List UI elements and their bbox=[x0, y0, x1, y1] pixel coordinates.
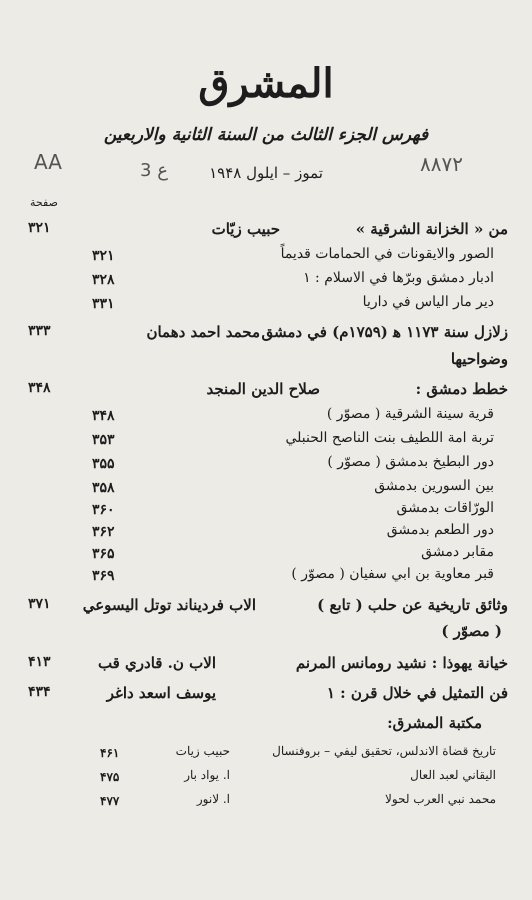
section-author: الاب فرديناند توتل اليسوعي bbox=[82, 596, 256, 614]
list-item-page: ۳۶۰ bbox=[92, 502, 115, 518]
list-item: قرية سينة الشرقية ( مصوّر ) bbox=[326, 406, 494, 422]
section-page: ۳۲۱ bbox=[28, 220, 51, 236]
section-title: خطط دمشق : bbox=[415, 380, 508, 398]
page-column-label: صفحة bbox=[30, 196, 58, 209]
list-item-page: ۴۷۷ bbox=[100, 794, 120, 808]
handwritten-note-left: AA bbox=[34, 150, 62, 174]
section-title-continued: وضواحيها bbox=[450, 350, 508, 368]
list-item: اليقاني لعبد العال bbox=[410, 768, 496, 782]
list-item: ادبار دمشق وبرّها في الاسلام : ۱ bbox=[303, 270, 494, 286]
section-title-continued: ( مصوّر ) bbox=[441, 622, 502, 640]
issue-date: تموز – ايلول ۱۹۴۸ bbox=[209, 164, 323, 182]
section-title: زلازل سنة ۱۱۷۳ ﻫ (۱۷۵۹م) في دمشق bbox=[261, 323, 508, 341]
list-item-page: ۴۶۱ bbox=[100, 746, 120, 760]
handwritten-note-center: 3 ع bbox=[140, 160, 168, 181]
section-page: ۳۴۸ bbox=[28, 380, 51, 396]
index-subtitle: فهرس الجزء الثالث من السنة الثانية والاربعين bbox=[103, 125, 429, 145]
list-item-page: ۴۷۵ bbox=[100, 770, 120, 784]
list-item: دور الطعم بدمشق bbox=[386, 522, 494, 538]
section-page: ۴۱۳ bbox=[28, 654, 51, 670]
list-item: مقابر دمشق bbox=[421, 544, 494, 560]
list-item-page: ۳۵۸ bbox=[92, 480, 115, 496]
list-item-author: حبيب زيات bbox=[175, 744, 230, 758]
list-item: محمد نبي العرب لحولا bbox=[385, 792, 496, 806]
list-item: الورّاقات بدمشق bbox=[396, 500, 494, 516]
section-title: خيانة يهوذا : نشيد رومانس المرنم bbox=[295, 654, 508, 672]
list-item-page: ۳۲۱ bbox=[92, 248, 115, 264]
list-item: دير مار الياس في داريا bbox=[362, 294, 494, 310]
section-page: ۳۳۳ bbox=[28, 323, 51, 339]
list-item-page: ۳۶۲ bbox=[92, 524, 115, 540]
section-author: يوسف اسعد داغر bbox=[106, 684, 216, 702]
section-author: حبيب زيّات bbox=[211, 220, 280, 238]
list-item: الصور والايقونات في الحمامات قديماً bbox=[280, 246, 494, 262]
list-item: تربة امة اللطيف بنت الناصح الحنبلي bbox=[285, 430, 494, 446]
section-title: من « الخزانة الشرقية » bbox=[355, 220, 508, 238]
list-item-page: ۳۶۵ bbox=[92, 546, 115, 562]
list-item: دور البطيخ بدمشق ( مصوّر ) bbox=[327, 454, 494, 470]
section-title: فن التمثيل في خلال قرن : ۱ bbox=[326, 684, 508, 702]
list-item: قبر معاوية بن ابي سفيان ( مصوّر ) bbox=[291, 566, 494, 582]
list-item-author: ا. لانور bbox=[196, 792, 230, 806]
section-page: ۴۳۴ bbox=[28, 684, 51, 700]
section-title: وثائق تاريخية عن حلب ( تابع ) bbox=[317, 596, 508, 614]
list-item-page: ۳۶۹ bbox=[92, 568, 115, 584]
list-item-page: ۳۲۸ bbox=[92, 272, 115, 288]
section-title: مكتبة المشرق: bbox=[387, 714, 482, 732]
list-item-page: ۳۳۱ bbox=[92, 296, 115, 312]
section-page: ۳۷۱ bbox=[28, 596, 51, 612]
list-item-author: ا. يواد بار bbox=[184, 768, 230, 782]
section-author: الاب ن. قادري قب bbox=[97, 654, 216, 672]
handwritten-note-right: ۸۸۷۲ bbox=[420, 152, 463, 176]
list-item-page: ۳۵۳ bbox=[92, 432, 115, 448]
list-item: تاريخ قضاة الاندلس، تحقيق ليفي – بروفنسال bbox=[272, 744, 496, 758]
journal-title: المشرق bbox=[198, 60, 334, 107]
list-item-page: ۳۴۸ bbox=[92, 408, 115, 424]
list-item: بين السورين بدمشق bbox=[374, 478, 494, 494]
section-author: صلاح الدين المنجد bbox=[206, 380, 320, 398]
list-item-page: ۳۵۵ bbox=[92, 456, 115, 472]
section-author: محمد احمد دهمان bbox=[146, 323, 260, 341]
